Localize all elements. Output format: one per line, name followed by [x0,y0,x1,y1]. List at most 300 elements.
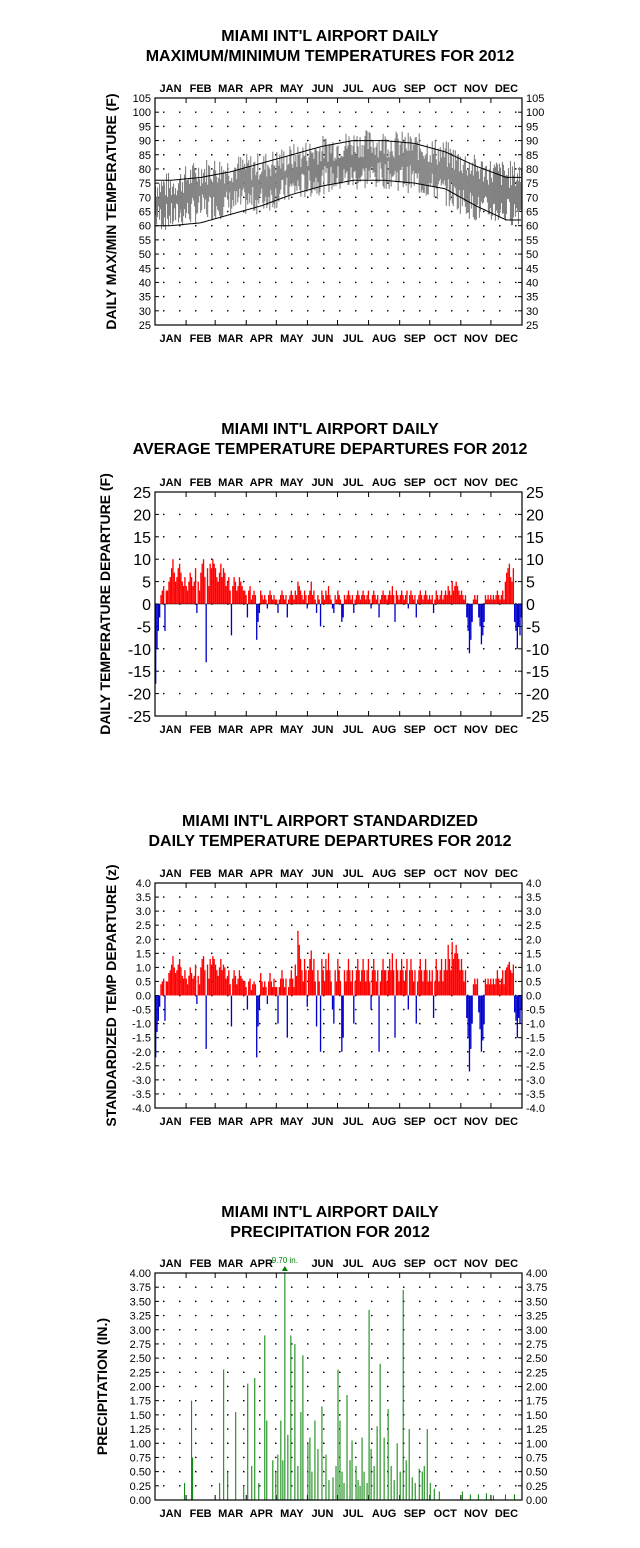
month-label-top: NOV [463,1258,488,1270]
chart1-title-line1: MIAMI INT'L AIRPORT DAILY [221,28,439,45]
departure-bar [224,573,225,604]
departure-bar [317,595,318,604]
departure-bar [461,591,462,604]
departure-bar [466,604,467,617]
departure-bar [426,595,427,604]
std-departure-bar [293,987,294,995]
std-departure-bar [260,973,261,996]
y-tick-label-left: 20 [133,507,151,525]
y-tick-label-left: 5 [142,574,151,592]
departure-bar [271,595,272,604]
std-departure-bar [417,981,418,995]
std-departure-bar [272,987,273,995]
std-departure-bar [232,979,233,996]
y-tick-label-left: 70 [138,192,151,205]
month-label-bottom: OCT [433,724,457,736]
std-departure-bar [273,979,274,996]
std-departure-bar [259,996,260,1010]
std-departure-bar [467,996,468,1038]
month-label-top: OCT [433,477,457,489]
departure-bar [357,591,358,604]
departure-bar [360,600,361,604]
departure-bar [364,595,365,604]
std-departure-bar [328,953,329,995]
departure-bar [166,591,167,604]
std-departure-bar [507,965,508,996]
month-label-bottom: MAY [280,1116,304,1128]
std-departure-bar [509,962,510,996]
departure-bar [253,591,254,604]
month-label-top: DEC [494,868,519,880]
departure-bar [327,595,328,604]
y-tick-label-left: -2.0 [132,1046,151,1059]
departure-bar [297,582,298,604]
month-label-bottom: JAN [159,333,182,345]
departure-bar [428,600,429,604]
std-departure-bar [168,973,169,996]
std-departure-bar [244,981,245,995]
std-departure-bar [319,981,320,995]
y-tick-label-left: 30 [138,305,151,318]
std-departure-bar [243,981,244,995]
departure-bar [312,595,313,604]
std-departure-bar [358,970,359,995]
departure-bar [400,595,401,604]
std-departure-bar [386,981,387,995]
month-label-top: NOV [463,83,488,95]
departure-bar [365,600,366,604]
std-departure-bar [332,996,333,1010]
departure-bar [257,604,258,622]
departure-bar [249,586,250,604]
departure-bar [263,600,264,604]
std-departure-bar [208,979,209,996]
y-tick-label-right: 40 [526,277,539,290]
departure-bar [291,591,292,604]
std-departure-bar [353,996,354,1024]
y-tick-label-left: 2.75 [129,1338,151,1351]
std-departure-bar [342,996,343,1038]
month-label-bottom: NOV [463,1508,488,1520]
std-departure-bar [350,981,351,995]
departure-bar [265,600,266,604]
y-tick-label-right: 1.25 [526,1424,548,1437]
departure-bar [174,573,175,604]
month-label-bottom: MAR [218,333,244,345]
departure-bar [376,600,377,604]
y-tick-label-left: 1.75 [129,1395,151,1408]
departure-bar [272,600,273,604]
std-departure-bar [164,996,165,1021]
month-label-top: SEP [403,477,426,489]
month-label-bottom: MAR [218,1508,244,1520]
y-tick-label-right: 0.75 [526,1452,548,1465]
y-tick-label-left: -4.0 [132,1103,151,1115]
y-tick-label-right: 1.00 [526,1438,548,1451]
y-tick-label-left: 15 [133,529,151,547]
month-label-top: JAN [159,83,182,95]
std-departure-bar [308,970,309,995]
departure-bar [192,586,193,604]
departure-bar [228,577,229,604]
departure-bar [214,564,215,604]
departure-bar [362,591,363,604]
chart-standardized-departures [0,770,640,1170]
std-departure-bar [433,996,434,1019]
std-departure-bar [280,979,281,996]
departure-bar [449,591,450,604]
y-axis-label: PRECIPITATION (IN.) [94,1317,110,1456]
std-departure-bar [295,965,296,996]
departure-bar [510,577,511,604]
y-tick-label-left: 50 [138,249,151,262]
departure-bar [453,591,454,604]
departure-bar [509,564,510,604]
std-departure-bar [489,984,490,995]
month-label-top: AUG [371,83,397,95]
y-tick-label-right: 85 [526,149,539,162]
y-tick-label-right: -4.0 [526,1103,545,1115]
month-label-top: MAR [218,1258,244,1270]
y-tick-label-right: 0.25 [526,1480,548,1493]
departure-bar [519,604,520,635]
departure-bar [267,604,268,608]
departure-bar [444,595,445,604]
departure-bar [210,564,211,604]
y-tick-label-right: -20 [526,686,550,704]
std-departure-bar [178,965,179,996]
y-tick-label-left: 90 [138,135,151,148]
y-tick-label-right: 0.50 [526,1466,548,1479]
y-tick-label-right: -1.5 [526,1032,545,1045]
y-tick-label-right: 3.75 [526,1282,548,1295]
departure-bar [240,582,241,604]
month-label-top: MAR [218,868,244,880]
std-departure-bar [486,984,487,995]
std-departure-bar [469,996,470,1072]
std-departure-bar [279,987,280,995]
std-departure-bar [156,996,157,1033]
departure-bar [469,604,470,653]
std-departure-bar [300,959,301,996]
std-departure-bar [437,970,438,995]
y-tick-label-left: 95 [138,121,151,134]
departure-bar [293,600,294,604]
y-tick-label-left: 25 [138,320,151,332]
month-label-top: AUG [371,868,397,880]
std-departure-bar [357,959,358,996]
departure-bar [283,595,284,604]
std-departure-bar [475,984,476,995]
departure-bar [179,564,180,604]
departure-bar [217,582,218,604]
std-departure-bar [325,959,326,996]
departure-bar [212,559,213,604]
departure-bar [175,582,176,604]
departure-bar [505,582,506,604]
month-label-bottom: AUG [371,1508,397,1520]
y-tick-label-right: 105 [526,93,545,105]
month-label-bottom: DEC [494,1508,519,1520]
departure-bar [404,600,405,604]
std-departure-bar [349,970,350,995]
y-tick-label-left: 2.50 [129,1353,151,1366]
month-label-bottom: OCT [433,333,457,345]
departure-bar [206,604,207,662]
month-label-bottom: DEC [494,724,519,736]
departure-bar [180,573,181,604]
month-label-top: SEP [403,868,426,880]
std-departure-bar [463,981,464,995]
month-label-top: JUL [342,868,364,880]
departure-bar [418,595,419,604]
departure-bar [198,582,199,604]
month-label-top: DEC [494,83,519,95]
std-departure-bar [404,981,405,995]
departure-bar [336,600,337,604]
std-departure-bar [190,967,191,995]
std-departure-bar [344,970,345,995]
departure-bar [279,600,280,604]
month-label-top: MAY [280,477,304,489]
std-departure-bar [479,996,480,1030]
departure-bar [199,591,200,604]
std-departure-bar [368,959,369,996]
month-label-top: APR [249,83,273,95]
std-departure-bar [392,953,393,995]
std-departure-bar [446,970,447,995]
y-tick-label-left: 80 [138,163,151,176]
std-departure-bar [245,987,246,995]
std-departure-bar [180,967,181,995]
std-departure-bar [448,945,449,996]
y-tick-label-right: 30 [526,305,539,318]
month-label-top: JUL [342,83,364,95]
std-departure-bar [225,979,226,996]
std-departure-bar [231,996,232,1027]
std-departure-bar [414,970,415,995]
departure-bar [518,604,519,626]
std-departure-bar [212,956,213,995]
y-tick-label-right: 50 [526,249,539,262]
y-tick-label-right: 1.5 [526,948,542,961]
month-label-top: JUL [342,477,364,489]
off-scale-label: 9.70 in. [271,1256,298,1265]
departure-bar [190,573,191,604]
departure-bar [485,595,486,604]
std-departure-bar [360,981,361,995]
month-label-top: JUN [311,477,334,489]
std-departure-bar [490,979,491,996]
departure-bar [432,595,433,604]
departure-bar [241,586,242,604]
departure-bar [182,582,183,604]
departure-bar [255,595,256,604]
month-label-top: NOV [463,477,488,489]
y-axis-label: DAILY MAX/MIN TEMPERATURE (F) [103,93,119,330]
departure-bar [333,604,334,613]
departure-bar [296,595,297,604]
departure-bar [168,582,169,604]
std-departure-bar [394,996,395,1038]
y-tick-label-left: -25 [127,709,151,726]
departure-bar [300,591,301,604]
y-tick-label-right: 20 [526,507,544,525]
departure-bar [269,591,270,604]
std-departure-bar [207,965,208,996]
y-tick-label-left: 100 [132,107,151,120]
std-departure-bar [426,970,427,995]
y-tick-label-right: 2.25 [526,1367,548,1380]
departure-bar [460,595,461,604]
std-departure-bar [410,959,411,996]
departure-bar [325,591,326,604]
departure-bar [471,604,472,622]
y-tick-label-left: 1.25 [129,1424,151,1437]
std-departure-bar [269,973,270,996]
departure-bar [450,595,451,604]
departure-bar [425,591,426,604]
std-departure-bar [203,956,204,995]
std-departure-bar [440,970,441,995]
y-tick-label-right: 35 [526,291,539,304]
std-departure-bar [307,996,308,1007]
std-departure-bar [388,970,389,995]
chart3-title-line1: MIAMI INT'L AIRPORT STANDARDIZED [182,813,478,830]
std-departure-bar [380,981,381,995]
std-departure-bar [420,959,421,996]
std-departure-bar [214,959,215,996]
departure-bar [229,591,230,604]
departure-bar [420,591,421,604]
departure-bar [495,595,496,604]
departure-bar [186,586,187,604]
y-tick-label-left: 3.25 [129,1310,151,1323]
y-tick-label-left: 1.50 [129,1409,151,1422]
departure-bar [414,595,415,604]
std-departure-bar [336,981,337,995]
y-tick-label-right: -0.5 [526,1004,545,1017]
departure-bar [200,573,201,604]
std-departure-bar [240,976,241,996]
departure-bar [159,604,160,617]
departure-bar [176,577,177,604]
departure-bar [397,595,398,604]
y-tick-label-left: 0.50 [129,1466,151,1479]
std-departure-bar [384,970,385,995]
std-departure-bar [198,976,199,996]
y-tick-label-left: -1.5 [132,1032,151,1045]
departure-bar [281,591,282,604]
departure-bar [489,600,490,604]
departure-bar [287,604,288,617]
month-label-bottom: JUL [342,1508,364,1520]
departure-bar [315,600,316,604]
departure-bar [295,591,296,604]
y-tick-label-right: 2.75 [526,1338,548,1351]
std-departure-bar [305,970,306,995]
std-departure-bar [202,959,203,996]
departure-bar [511,582,512,604]
std-departure-bar [327,970,328,995]
std-departure-bar [172,956,173,995]
y-tick-label-left: -15 [127,664,151,682]
month-label-top: OCT [433,83,457,95]
departure-bar [183,586,184,604]
std-departure-bar [471,996,472,1024]
departure-bar [433,604,434,613]
month-label-bottom: MAY [280,1508,304,1520]
std-departure-bar [186,979,187,996]
std-departure-bar [281,970,282,995]
std-departure-bar [421,970,422,995]
month-label-bottom: SEP [403,333,426,345]
std-departure-bar [470,996,471,1049]
std-departure-bar [224,967,225,995]
departure-bar [172,559,173,604]
std-departure-bar [409,970,410,995]
month-label-top: MAR [218,477,244,489]
departure-bar [385,595,386,604]
departure-bar [436,591,437,604]
y-tick-label-right: 10 [526,552,544,570]
y-tick-label-left: 3.5 [135,892,151,905]
departure-bar [191,577,192,604]
month-label-bottom: AUG [371,1116,397,1128]
std-departure-bar [465,970,466,995]
std-departure-bar [460,970,461,995]
y-tick-label-right: -1.0 [526,1018,545,1031]
y-tick-label-left: 3.00 [129,1324,151,1337]
departure-bar [396,591,397,604]
std-departure-bar [159,996,160,1007]
departure-bar [331,600,332,604]
departure-bar [514,604,515,622]
std-departure-bar [432,970,433,995]
departure-bar [232,586,233,604]
std-departure-bar [199,984,200,995]
departure-bar [417,600,418,604]
y-tick-label-right: 0 [526,597,535,614]
departure-bar [467,604,468,631]
y-tick-label-left: -20 [127,686,151,704]
departure-bar [335,595,336,604]
y-tick-label-right: 5 [526,574,535,592]
departure-bar [513,568,514,604]
departure-bar [458,591,459,604]
departure-bar [223,568,224,604]
departure-bar [303,600,304,604]
departure-bar [352,595,353,604]
std-departure-bar [352,970,353,995]
std-departure-bar [397,970,398,995]
departure-bar [392,586,393,604]
std-departure-bar [398,981,399,995]
departure-bar [164,604,165,631]
departure-bar [361,595,362,604]
std-departure-bar [481,996,482,1052]
month-label-top: SEP [403,1258,426,1270]
departure-bar [410,591,411,604]
std-departure-bar [518,996,519,1019]
plot-frame [155,1273,522,1500]
month-label-top: JUN [311,868,334,880]
month-label-bottom: MAR [218,1116,244,1128]
std-departure-bar [370,996,371,1010]
y-tick-label-right: 2.0 [526,934,542,947]
std-departure-bar [257,996,258,1027]
y-tick-label-right: 60 [526,220,539,233]
